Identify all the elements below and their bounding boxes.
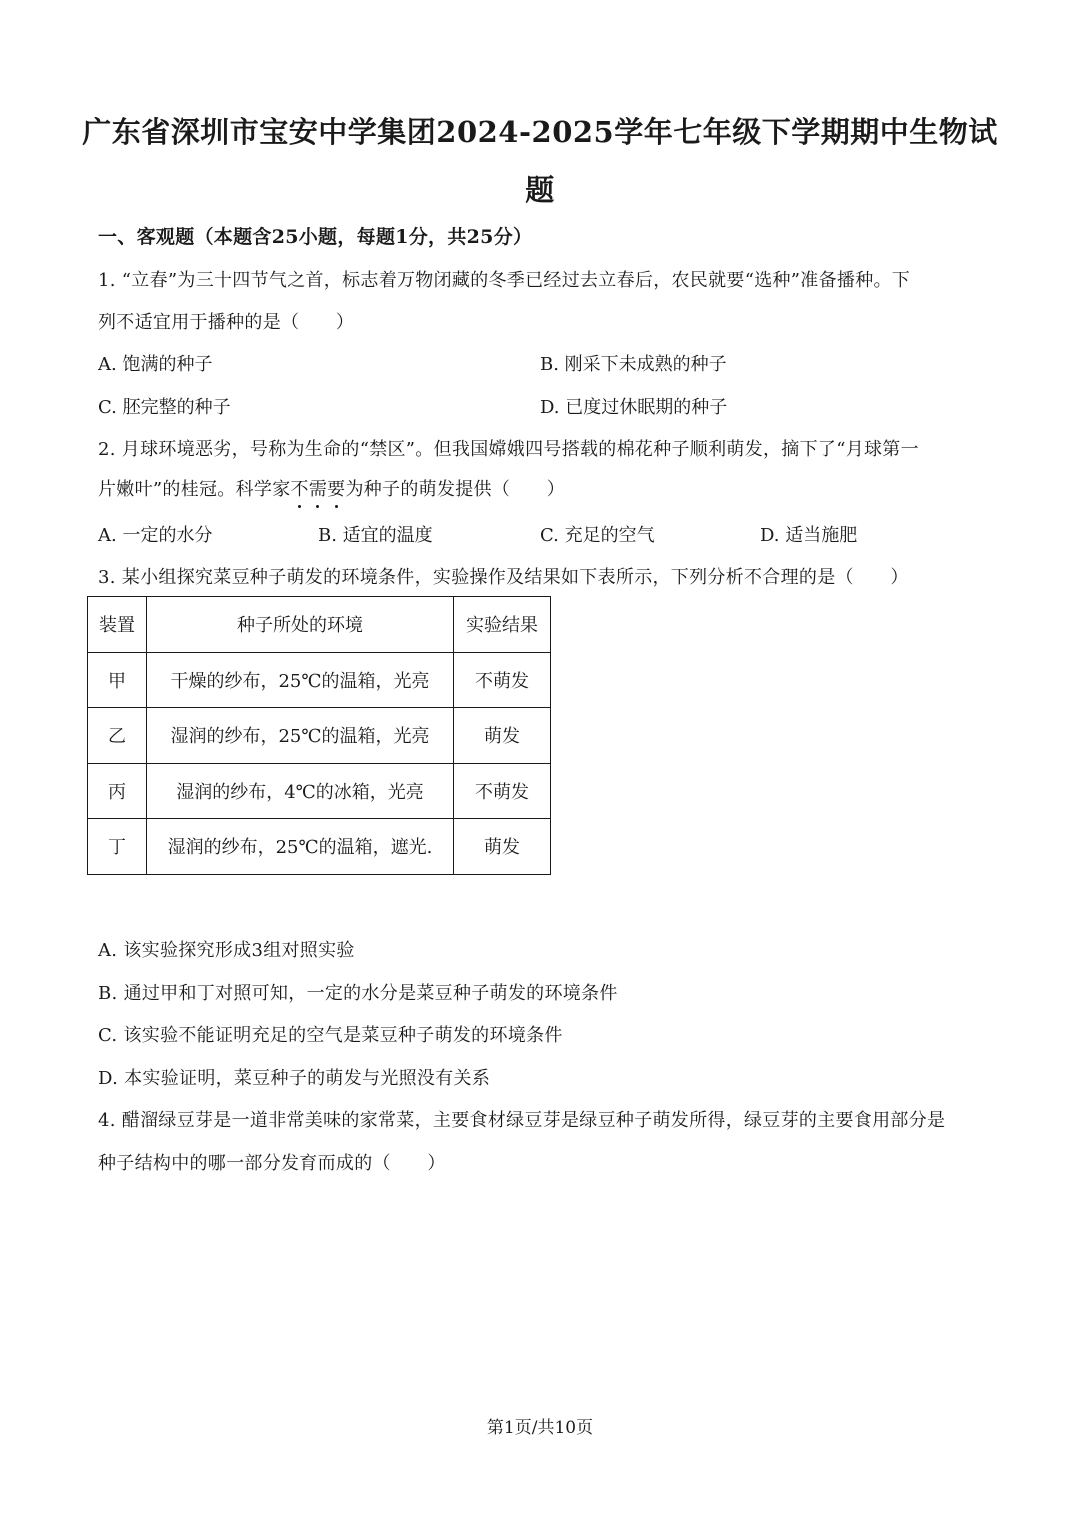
q2-option-c: C. 充足的空气 [540, 525, 655, 546]
q3-option-d: D. 本实验证明，菜豆种子的萌发与光照没有关系 [98, 1068, 491, 1089]
q3-option-b: B. 通过甲和丁对照可知，一定的水分是菜豆种子萌发的环境条件 [98, 983, 618, 1004]
table-cell: 乙 [88, 708, 147, 764]
table-cell: 丁 [88, 819, 147, 875]
q2-option-a: A. 一定的水分 [98, 525, 213, 546]
q3-option-a: A. 该实验探究形成3组对照实验 [98, 940, 355, 961]
experiment-table [87, 596, 551, 875]
table-cell: 湿润的纱布，25℃的温箱，遮光. [147, 819, 454, 875]
q3-option-c: C. 该实验不能证明充足的空气是菜豆种子萌发的环境条件 [98, 1025, 563, 1046]
table-header-cell: 种子所处的环境 [147, 597, 454, 653]
table-row [88, 763, 551, 819]
q2-stem-text-a: 片嫩叶”的桂冠。科学家 [98, 479, 291, 500]
page-number: 第1页/共10页 [486, 1418, 594, 1438]
table-cell: 萌发 [454, 708, 551, 764]
table-cell: 不萌发 [454, 652, 551, 708]
q1-stem-line2: 列不适宜用于播种的是（ ） [98, 312, 355, 333]
emphasis-char: 要 [327, 475, 345, 501]
q3-stem: 3. 某小组探究菜豆种子萌发的环境条件，实验操作及结果如下表所示，下列分析不合理的是（ ） [98, 567, 909, 588]
q2-stem-line2 [98, 475, 565, 501]
document-title-line2: 题 [525, 173, 555, 207]
q2-option-b: B. 适宜的温度 [318, 525, 433, 546]
emphasis-char: 不 [291, 475, 309, 501]
q4-stem-line1: 4. 醋溜绿豆芽是一道非常美味的家常菜，主要食材绿豆芽是绿豆种子萌发所得，绿豆芽的主要食用部分是 [98, 1110, 946, 1131]
table-row [88, 819, 551, 875]
table-cell: 湿润的纱布，25℃的温箱，光亮 [147, 708, 454, 764]
q1-option-a: A. 饱满的种子 [98, 354, 213, 375]
q1-option-b: B. 刚采下未成熟的种子 [540, 354, 727, 375]
q2-stem-line1: 2. 月球环境恶劣，号称为生命的“禁区”。但我国嫦娥四号搭载的棉花种子顺利萌发，摘下了“月球第一 [98, 439, 919, 460]
table-cell: 甲 [88, 652, 147, 708]
q1-option-d: D. 已度过休眠期的种子 [540, 397, 728, 418]
q2-stem-text-b: 为种子的萌发提供（ ） [345, 479, 566, 500]
q2-option-d: D. 适当施肥 [760, 525, 858, 546]
table-cell: 不萌发 [454, 763, 551, 819]
emphasis-char: 需 [309, 475, 327, 501]
table-cell: 丙 [88, 763, 147, 819]
table-row [88, 652, 551, 708]
table-cell: 湿润的纱布，4℃的冰箱，光亮 [147, 763, 454, 819]
table-header-row [88, 597, 551, 653]
document-title-line1: 广东省深圳市宝安中学集团2024-2025学年七年级下学期期中生物试 [82, 115, 998, 149]
table-cell: 萌发 [454, 819, 551, 875]
section-heading: 一、客观题（本题含25小题，每题1分，共25分） [98, 226, 533, 248]
q4-stem-line2: 种子结构中的哪一部分发育而成的（ ） [98, 1153, 446, 1174]
table-header-cell: 实验结果 [454, 597, 551, 653]
q1-option-c: C. 胚完整的种子 [98, 397, 231, 418]
table-header-cell: 装置 [88, 597, 147, 653]
table-cell: 干燥的纱布，25℃的温箱，光亮 [147, 652, 454, 708]
table-row [88, 708, 551, 764]
q1-stem-line1: 1. “立春”为三十四节气之首，标志着万物闭藏的冬季已经过去立春后，农民就要“选种”准备播种。下 [98, 270, 911, 291]
